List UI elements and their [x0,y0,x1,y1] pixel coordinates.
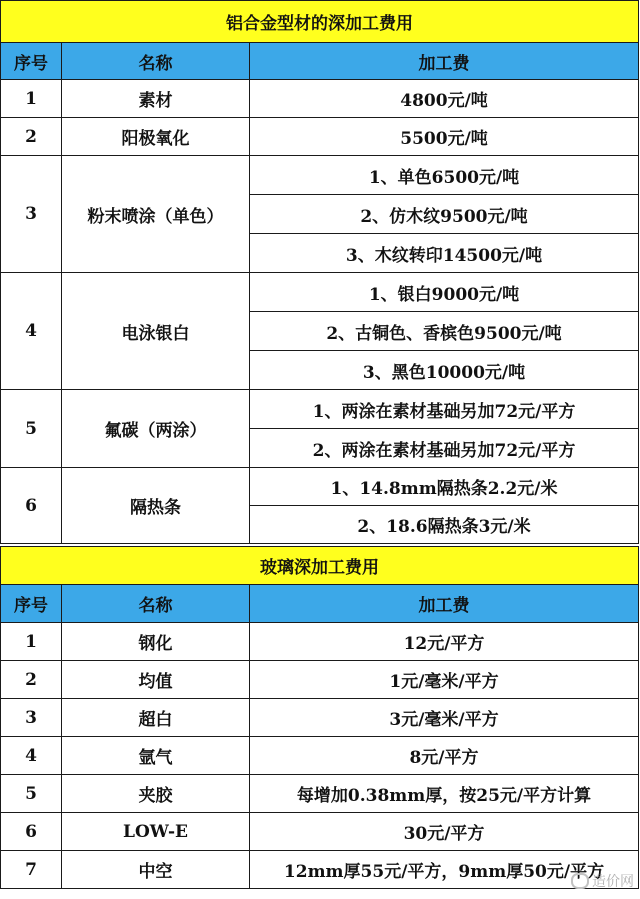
row-number: 4 [1,273,62,390]
table-row [1,390,639,429]
row-number: 1 [1,80,62,118]
table-row [1,156,639,195]
row-fee-option: 2、18.6隔热条3元/米 [250,506,639,544]
row-name: 电泳银白 [62,273,250,390]
table-row [1,80,639,118]
glass-fee-table [0,546,639,889]
row-number: 5 [1,390,62,468]
row-fee: 1元/毫米/平方 [250,661,639,699]
row-name: 夹胶 [62,775,250,813]
row-name: 氩气 [62,737,250,775]
row-name: 氟碳（两涂） [62,390,250,468]
row-fee: 3元/毫米/平方 [250,699,639,737]
row-number: 3 [1,156,62,273]
row-fee-option: 1、14.8mm隔热条2.2元/米 [250,468,639,506]
glass-header-row [1,585,639,623]
row-number: 2 [1,661,62,699]
row-fee: 12元/平方 [250,623,639,661]
row-number: 5 [1,775,62,813]
row-name: 粉末喷涂（单色） [62,156,250,273]
col-header-no: 序号 [1,585,62,623]
col-header-fee: 加工费 [250,585,639,623]
glass-title-row [1,547,639,585]
row-fee-option: 3、黑色10000元/吨 [250,351,639,390]
aluminum-title-row [1,1,639,43]
table-row [1,118,639,156]
row-name: LOW-E [62,813,250,851]
row-fee-option: 2、仿木纹9500元/吨 [250,195,639,234]
table-row [1,775,639,813]
row-number: 1 [1,623,62,661]
row-fee-option: 2、古铜色、香槟色9500元/吨 [250,312,639,351]
row-number: 4 [1,737,62,775]
glass-table-title: 玻璃深加工费用 [1,547,639,585]
col-header-fee: 加工费 [250,43,639,80]
table-row [1,468,639,506]
row-name: 阳极氧化 [62,118,250,156]
row-number: 6 [1,468,62,544]
row-fee-option: 3、木纹转印14500元/吨 [250,234,639,273]
table-row [1,661,639,699]
row-number: 7 [1,851,62,889]
row-number: 2 [1,118,62,156]
row-name: 素材 [62,80,250,118]
table-row [1,737,639,775]
row-name: 中空 [62,851,250,889]
table-row [1,273,639,312]
row-fee-option: 1、银白9000元/吨 [250,273,639,312]
row-number: 3 [1,699,62,737]
col-header-name: 名称 [62,43,250,80]
col-header-no: 序号 [1,43,62,80]
row-fee: 4800元/吨 [250,80,639,118]
row-fee-option: 1、单色6500元/吨 [250,156,639,195]
row-fee: 8元/平方 [250,737,639,775]
row-fee: 每增加0.38mm厚，按25元/平方计算 [250,775,639,813]
row-number: 6 [1,813,62,851]
watermark-text: 造价网 [592,874,634,890]
table-row [1,623,639,661]
table-row [1,699,639,737]
row-fee-option: 1、两涂在素材基础另加72元/平方 [250,390,639,429]
table-row [1,851,639,889]
row-name: 超白 [62,699,250,737]
row-fee-option: 2、两涂在素材基础另加72元/平方 [250,429,639,468]
row-fee: 5500元/吨 [250,118,639,156]
col-header-name: 名称 [62,585,250,623]
row-name: 隔热条 [62,468,250,544]
aluminum-table-title: 铝合金型材的深加工费用 [1,1,639,43]
row-fee: 12mm厚55元/平方，9mm厚50元/平方 [250,851,639,889]
table-row [1,813,639,851]
row-name: 均值 [62,661,250,699]
row-fee: 30元/平方 [250,813,639,851]
row-name: 钢化 [62,623,250,661]
aluminum-header-row [1,43,639,80]
